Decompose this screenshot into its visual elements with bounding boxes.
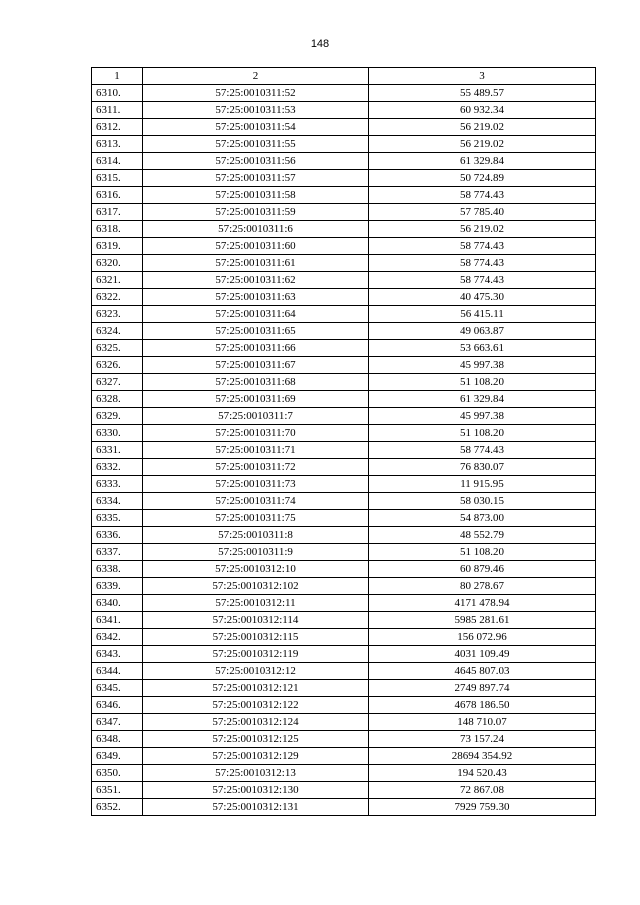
table-row — [92, 680, 596, 697]
cadastral-value: 4031 109.49 — [369, 646, 596, 663]
row-number: 6342. — [92, 629, 143, 646]
row-number: 6328. — [92, 391, 143, 408]
cadastral-value: 50 724.89 — [369, 170, 596, 187]
cadastral-number: 57:25:0010311:75 — [143, 510, 369, 527]
cadastral-number: 57:25:0010311:68 — [143, 374, 369, 391]
table-row — [92, 221, 596, 238]
cadastral-value: 4678 186.50 — [369, 697, 596, 714]
cadastral-number: 57:25:0010311:57 — [143, 170, 369, 187]
cadastral-value: 58 774.43 — [369, 255, 596, 272]
cadastral-value: 148 710.07 — [369, 714, 596, 731]
cadastral-number: 57:25:0010311:58 — [143, 187, 369, 204]
row-number: 6346. — [92, 697, 143, 714]
cadastral-value: 58 774.43 — [369, 187, 596, 204]
cadastral-value: 156 072.96 — [369, 629, 596, 646]
row-number: 6352. — [92, 799, 143, 816]
row-number: 6351. — [92, 782, 143, 799]
row-number: 6314. — [92, 153, 143, 170]
cadastral-number: 57:25:0010311:59 — [143, 204, 369, 221]
cadastral-value: 60 879.46 — [369, 561, 596, 578]
cadastral-number: 57:25:0010311:64 — [143, 306, 369, 323]
cadastral-value: 51 108.20 — [369, 374, 596, 391]
table-row — [92, 595, 596, 612]
cadastral-number: 57:25:0010311:73 — [143, 476, 369, 493]
row-number: 6326. — [92, 357, 143, 374]
table-row — [92, 391, 596, 408]
cadastral-number: 57:25:0010311:66 — [143, 340, 369, 357]
cadastral-number: 57:25:0010311:61 — [143, 255, 369, 272]
cadastral-value: 80 278.67 — [369, 578, 596, 595]
cadastral-number: 57:25:0010312:130 — [143, 782, 369, 799]
cadastral-value: 56 219.02 — [369, 136, 596, 153]
cadastral-number: 57:25:0010312:122 — [143, 697, 369, 714]
table-body — [92, 85, 596, 816]
row-number: 6343. — [92, 646, 143, 663]
table-row — [92, 629, 596, 646]
row-number: 6337. — [92, 544, 143, 561]
cadastral-number: 57:25:0010312:115 — [143, 629, 369, 646]
table-row — [92, 799, 596, 816]
cadastral-value: 45 997.38 — [369, 357, 596, 374]
cadastral-number: 57:25:0010312:129 — [143, 748, 369, 765]
cadastral-number: 57:25:0010311:7 — [143, 408, 369, 425]
table-row — [92, 306, 596, 323]
row-number: 6348. — [92, 731, 143, 748]
table-row — [92, 85, 596, 102]
cadastral-number: 57:25:0010311:70 — [143, 425, 369, 442]
cadastral-value: 76 830.07 — [369, 459, 596, 476]
cadastral-number: 57:25:0010312:119 — [143, 646, 369, 663]
row-number: 6323. — [92, 306, 143, 323]
table-row — [92, 204, 596, 221]
row-number: 6316. — [92, 187, 143, 204]
table-row — [92, 697, 596, 714]
header-col-1: 1 — [92, 68, 143, 85]
row-number: 6338. — [92, 561, 143, 578]
table-row — [92, 765, 596, 782]
row-number: 6325. — [92, 340, 143, 357]
cadastral-number: 57:25:0010312:131 — [143, 799, 369, 816]
page-number: 148 — [310, 38, 330, 50]
cadastral-number: 57:25:0010311:6 — [143, 221, 369, 238]
table-row — [92, 561, 596, 578]
row-number: 6339. — [92, 578, 143, 595]
row-number: 6310. — [92, 85, 143, 102]
table-row — [92, 187, 596, 204]
cadastral-number: 57:25:0010311:54 — [143, 119, 369, 136]
cadastral-value: 60 932.34 — [369, 102, 596, 119]
row-number: 6324. — [92, 323, 143, 340]
row-number: 6350. — [92, 765, 143, 782]
cadastral-value: 28694 354.92 — [369, 748, 596, 765]
cadastral-value: 49 063.87 — [369, 323, 596, 340]
cadastral-number: 57:25:0010311:52 — [143, 85, 369, 102]
row-number: 6332. — [92, 459, 143, 476]
table-row — [92, 527, 596, 544]
row-number: 6327. — [92, 374, 143, 391]
table-row — [92, 170, 596, 187]
row-number: 6331. — [92, 442, 143, 459]
table-row — [92, 578, 596, 595]
row-number: 6344. — [92, 663, 143, 680]
cadastral-value: 11 915.95 — [369, 476, 596, 493]
table-row — [92, 153, 596, 170]
cadastral-number: 57:25:0010312:12 — [143, 663, 369, 680]
cadastral-number: 57:25:0010311:69 — [143, 391, 369, 408]
table-row — [92, 510, 596, 527]
row-number: 6341. — [92, 612, 143, 629]
cadastral-value: 57 785.40 — [369, 204, 596, 221]
table-row — [92, 340, 596, 357]
cadastral-value: 58 030.15 — [369, 493, 596, 510]
cadastral-number: 57:25:0010311:53 — [143, 102, 369, 119]
cadastral-value: 55 489.57 — [369, 85, 596, 102]
table-header-row — [92, 68, 596, 85]
table-row — [92, 782, 596, 799]
cadastral-number: 57:25:0010311:56 — [143, 153, 369, 170]
header-col-2: 2 — [143, 68, 369, 85]
cadastral-number: 57:25:0010311:72 — [143, 459, 369, 476]
cadastral-value: 56 219.02 — [369, 221, 596, 238]
cadastral-value: 7929 759.30 — [369, 799, 596, 816]
cadastral-value: 48 552.79 — [369, 527, 596, 544]
table-row — [92, 459, 596, 476]
table-row — [92, 408, 596, 425]
cadastral-value: 4171 478.94 — [369, 595, 596, 612]
cadastral-number: 57:25:0010312:121 — [143, 680, 369, 697]
cadastral-number: 57:25:0010312:125 — [143, 731, 369, 748]
table-row — [92, 119, 596, 136]
table-row — [92, 238, 596, 255]
table-row — [92, 476, 596, 493]
cadastral-value: 73 157.24 — [369, 731, 596, 748]
cadastral-number: 57:25:0010312:11 — [143, 595, 369, 612]
cadastral-number: 57:25:0010311:55 — [143, 136, 369, 153]
cadastral-number: 57:25:0010312:10 — [143, 561, 369, 578]
cadastral-value: 61 329.84 — [369, 391, 596, 408]
table-row — [92, 748, 596, 765]
cadastral-value: 53 663.61 — [369, 340, 596, 357]
cadastral-number: 57:25:0010311:67 — [143, 357, 369, 374]
row-number: 6329. — [92, 408, 143, 425]
row-number: 6330. — [92, 425, 143, 442]
table-row — [92, 374, 596, 391]
cadastral-value: 45 997.38 — [369, 408, 596, 425]
row-number: 6336. — [92, 527, 143, 544]
cadastral-number: 57:25:0010311:9 — [143, 544, 369, 561]
table-row — [92, 425, 596, 442]
cadastral-number: 57:25:0010311:60 — [143, 238, 369, 255]
table-row — [92, 136, 596, 153]
table-row — [92, 323, 596, 340]
cadastral-value: 56 415.11 — [369, 306, 596, 323]
cadastral-value: 54 873.00 — [369, 510, 596, 527]
cadastral-number: 57:25:0010312:13 — [143, 765, 369, 782]
table-row — [92, 255, 596, 272]
table-row — [92, 663, 596, 680]
row-number: 6320. — [92, 255, 143, 272]
table-row — [92, 731, 596, 748]
table-row — [92, 289, 596, 306]
row-number: 6317. — [92, 204, 143, 221]
table-row — [92, 272, 596, 289]
cadastral-number: 57:25:0010311:65 — [143, 323, 369, 340]
header-col-3: 3 — [369, 68, 596, 85]
cadastral-value: 61 329.84 — [369, 153, 596, 170]
cadastral-value: 72 867.08 — [369, 782, 596, 799]
cadastral-value: 58 774.43 — [369, 238, 596, 255]
row-number: 6347. — [92, 714, 143, 731]
cadastral-value: 5985 281.61 — [369, 612, 596, 629]
row-number: 6312. — [92, 119, 143, 136]
table-row — [92, 493, 596, 510]
table-row — [92, 442, 596, 459]
cadastral-value-table — [91, 67, 596, 816]
row-number: 6315. — [92, 170, 143, 187]
table-row — [92, 612, 596, 629]
cadastral-value: 51 108.20 — [369, 425, 596, 442]
cadastral-number: 57:25:0010311:71 — [143, 442, 369, 459]
row-number: 6349. — [92, 748, 143, 765]
cadastral-value: 2749 897.74 — [369, 680, 596, 697]
table-row — [92, 357, 596, 374]
row-number: 6322. — [92, 289, 143, 306]
cadastral-number: 57:25:0010312:124 — [143, 714, 369, 731]
row-number: 6340. — [92, 595, 143, 612]
cadastral-value: 58 774.43 — [369, 442, 596, 459]
cadastral-value: 56 219.02 — [369, 119, 596, 136]
row-number: 6313. — [92, 136, 143, 153]
cadastral-number: 57:25:0010311:63 — [143, 289, 369, 306]
row-number: 6321. — [92, 272, 143, 289]
cadastral-value: 40 475.30 — [369, 289, 596, 306]
row-number: 6345. — [92, 680, 143, 697]
cadastral-value: 194 520.43 — [369, 765, 596, 782]
row-number: 6334. — [92, 493, 143, 510]
row-number: 6333. — [92, 476, 143, 493]
cadastral-number: 57:25:0010312:102 — [143, 578, 369, 595]
row-number: 6335. — [92, 510, 143, 527]
table-row — [92, 646, 596, 663]
cadastral-number: 57:25:0010311:62 — [143, 272, 369, 289]
table-row — [92, 102, 596, 119]
row-number: 6318. — [92, 221, 143, 238]
cadastral-value: 51 108.20 — [369, 544, 596, 561]
cadastral-number: 57:25:0010311:8 — [143, 527, 369, 544]
row-number: 6311. — [92, 102, 143, 119]
row-number: 6319. — [92, 238, 143, 255]
cadastral-value: 4645 807.03 — [369, 663, 596, 680]
table-row — [92, 544, 596, 561]
cadastral-value: 58 774.43 — [369, 272, 596, 289]
table-row — [92, 714, 596, 731]
cadastral-number: 57:25:0010311:74 — [143, 493, 369, 510]
cadastral-number: 57:25:0010312:114 — [143, 612, 369, 629]
